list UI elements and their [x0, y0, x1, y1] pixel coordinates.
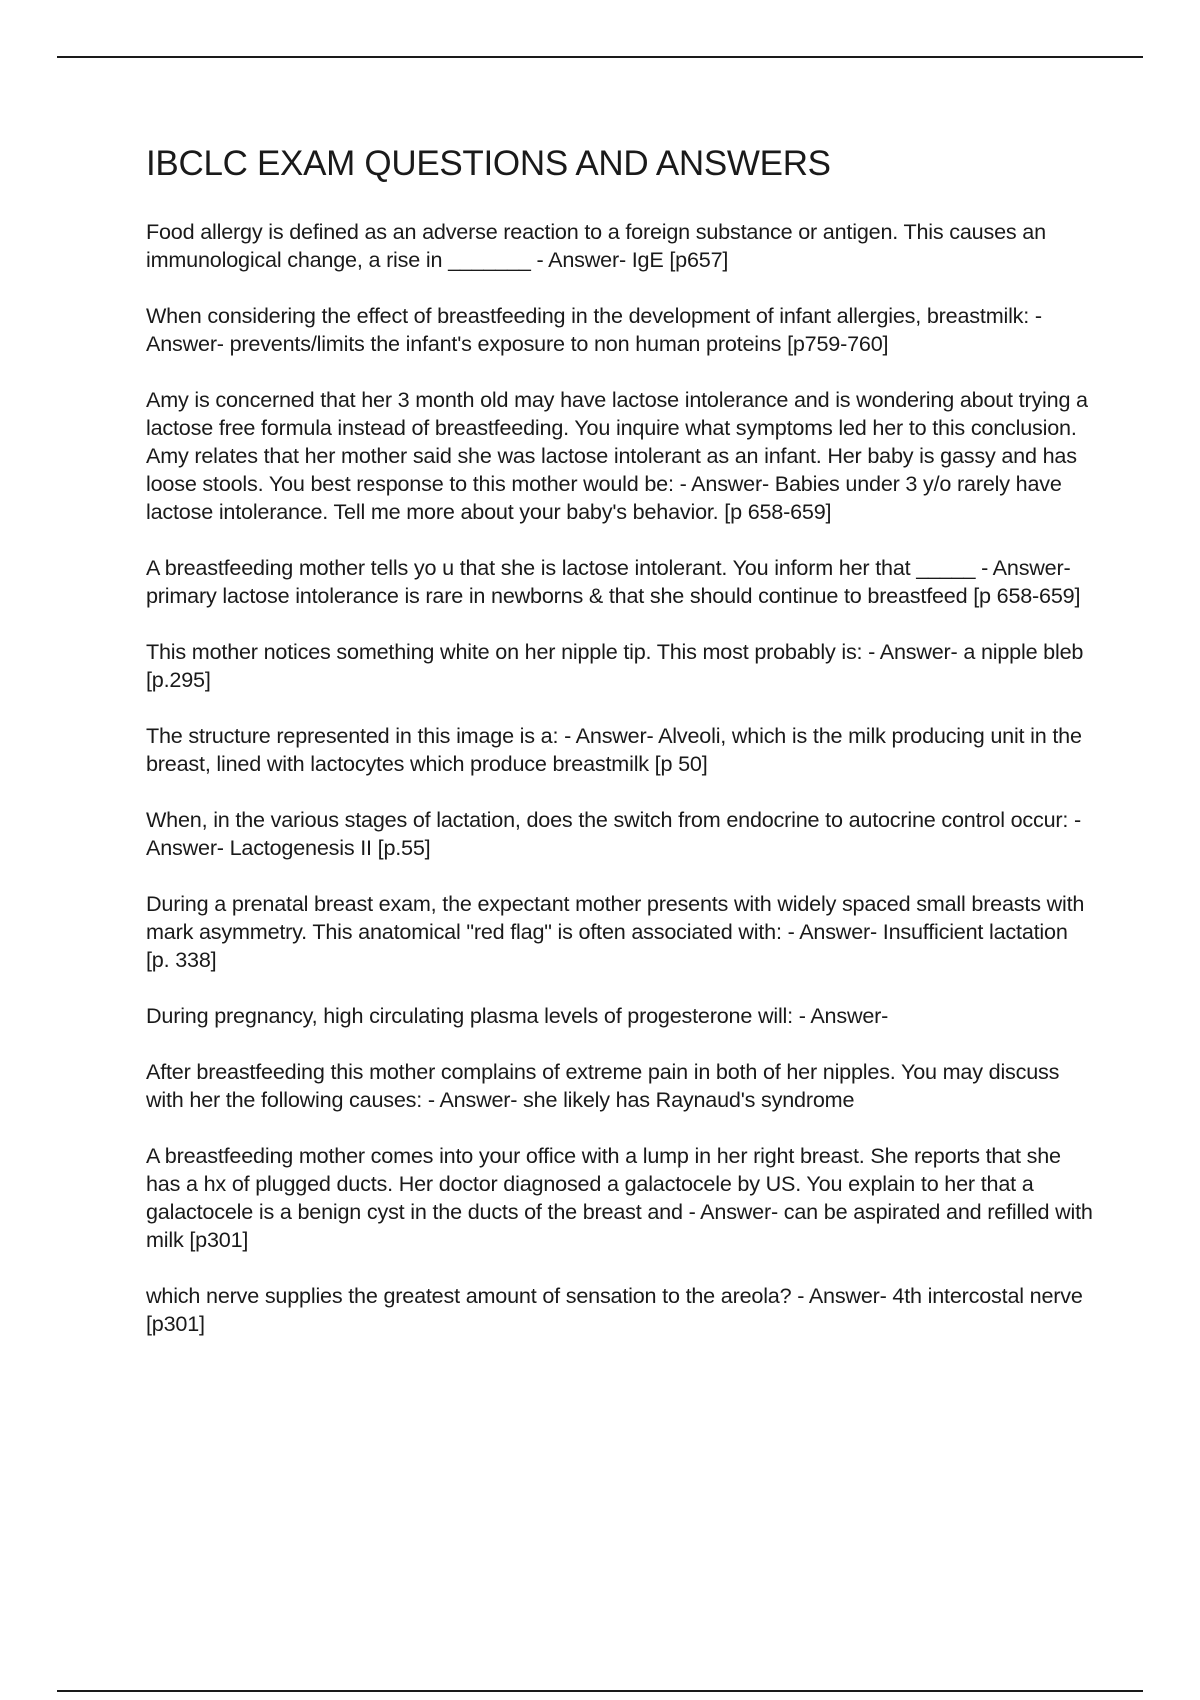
qa-item: During pregnancy, high circulating plasma levels of progesterone will: - Answer- [146, 1003, 889, 1028]
qa-item: When considering the effect of breastfeeding in the development of infant allergies, breastmilk: - Answer- prevents/limits the infant's exposure to non human proteins [p759-760] [146, 303, 1042, 356]
qa-item: The structure represented in this image is a: - Answer- Alveoli, which is the milk producing unit in the breast, lined with lactocytes which produce breastmilk [p 50] [146, 723, 1082, 776]
qa-item: When, in the various stages of lactation, does the switch from endocrine to autocrine control occur: - Answer- Lactogenesis II [p.55] [146, 807, 1082, 860]
page-title: IBCLC EXAM QUESTIONS AND ANSWERS [146, 144, 831, 183]
qa-item: A breastfeeding mother comes into your office with a lump in her right breast. She reports that she has a hx of plugged ducts. Her doctor diagnosed a galactocele by US. You explain to her that a galactocele is a benign cyst in the ducts of the breast and - Answer- can be aspirated and refilled with milk [p301] [146, 1143, 1093, 1252]
bottom-divider [57, 1690, 1143, 1692]
qa-item: This mother notices something white on her nipple tip. This most probably is: - Answer- a nipple bleb [p.295] [146, 639, 1084, 692]
qa-item: which nerve supplies the greatest amount of sensation to the areola? - Answer- 4th intercostal nerve [p301] [146, 1283, 1083, 1336]
qa-item: Food allergy is defined as an adverse reaction to a foreign substance or antigen. This causes an immunological change, a rise in _______ - Answer- IgE [p657] [146, 219, 1046, 272]
qa-item: A breastfeeding mother tells yo u that she is lactose intolerant. You inform her that _____ - Answer- primary lactose intolerance is rare in newborns & that she should continue to breastfeed [p 658-659] [146, 555, 1081, 608]
qa-item: During a prenatal breast exam, the expectant mother presents with widely spaced small breasts with mark asymmetry. This anatomical "red flag" is often associated with: - Answer- Insufficient lactation [p. 338] [146, 891, 1085, 972]
document-body [146, 140, 1096, 1366]
qa-item: After breastfeeding this mother complains of extreme pain in both of her nipples. You may discuss with her the following causes: - Answer- she likely has Raynaud's syndrome [146, 1059, 1060, 1112]
qa-item: Amy is concerned that her 3 month old may have lactose intolerance and is wondering about trying a lactose free formula instead of breastfeeding. You inquire what symptoms led her to this conclusion. Amy relates that her mother said she was lactose intolerant as an infant. Her baby is gassy and has loose stools. You best response to this mother would be: - Answer- Babies under 3 y/o rarely have lactose intolerance. Tell me more about your baby's behavior. [p 658-659] [146, 387, 1088, 524]
top-divider [57, 56, 1143, 58]
